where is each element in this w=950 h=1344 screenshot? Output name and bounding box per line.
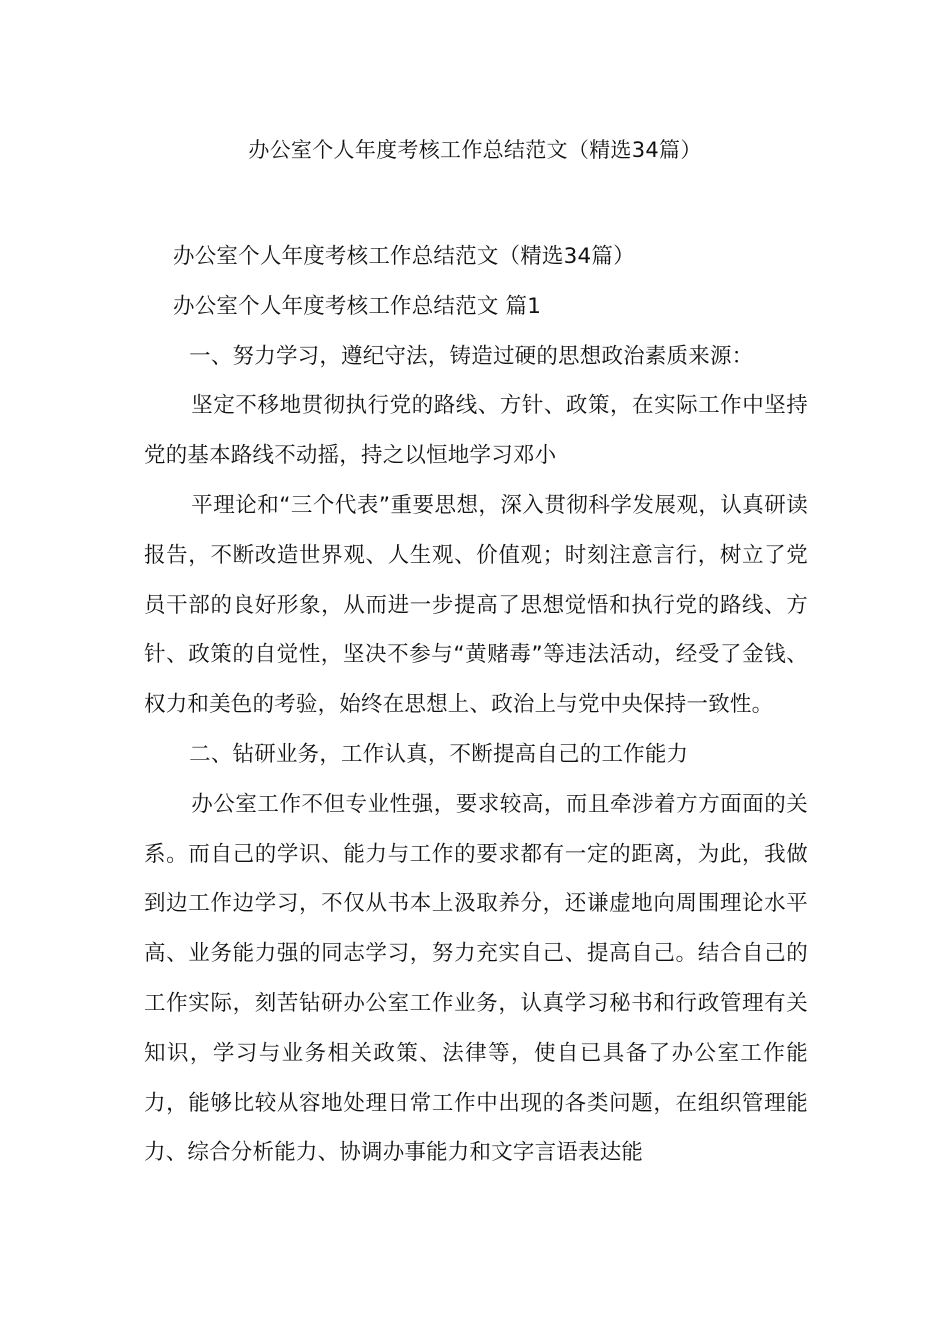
paragraph-heading-collection: 办公室个人年度考核工作总结范文（精选34篇） [173,244,635,269]
paragraph-heading-article-1: 办公室个人年度考核工作总结范文 篇1 [173,293,542,319]
paragraph-section-2-body: 办公室工作不但专业性强，要求较高，而且牵涉着方方面面的关系。而自己的学识、能力与工作的要求都有一定的距离，为此，我做到边工作边学习，不仅从书本上汲取养分，还谦虚地向周围理论水平高、业务能力强的同志学习，努力充实自己、提高自己。结合自己的工作实际，刻苦钻研办公室工作业务，认真学习秘书和行政管理有关知识，学习与业务相关政策、法律等，使自已具备了办公室工作能力，能够比较从容地处理日常工作中出现的各类问题，在组织管理能力、综合分析能力、协调办事能力和文字言语表达能 [144,791,808,1166]
paragraph-section-2-heading: 二、钻研业务，工作认真，不断提高自己的工作能力 [189,741,689,767]
document-body [144,232,808,1178]
paragraph-section-1-body-a: 坚定不移地贯彻执行党的路线、方针、政策，在实际工作中坚持党的基本路线不动摇，持之以恒地学习邓小 [144,393,808,469]
paragraph-section-1-heading: 一、努力学习，遵纪守法，铸造过硬的思想政治素质来源： [189,343,754,369]
paragraph-section-1-body-b: 平理论和“三个代表”重要思想，深入贯彻科学发展观，认真研读报告，不断改造世界观、人生观、价值观；时刻注意言行，树立了党员干部的良好形象，从而进一步提高了思想觉悟和执行党的路线、方针、政策的自觉性，坚决不参与“黄赌毒”等违法活动，经受了金钱、权力和美色的考验，始终在思想上、政治上与党中央保持一致性。 [144,492,808,718]
document-title: 办公室个人年度考核工作总结范文（精选34篇） [248,138,702,162]
